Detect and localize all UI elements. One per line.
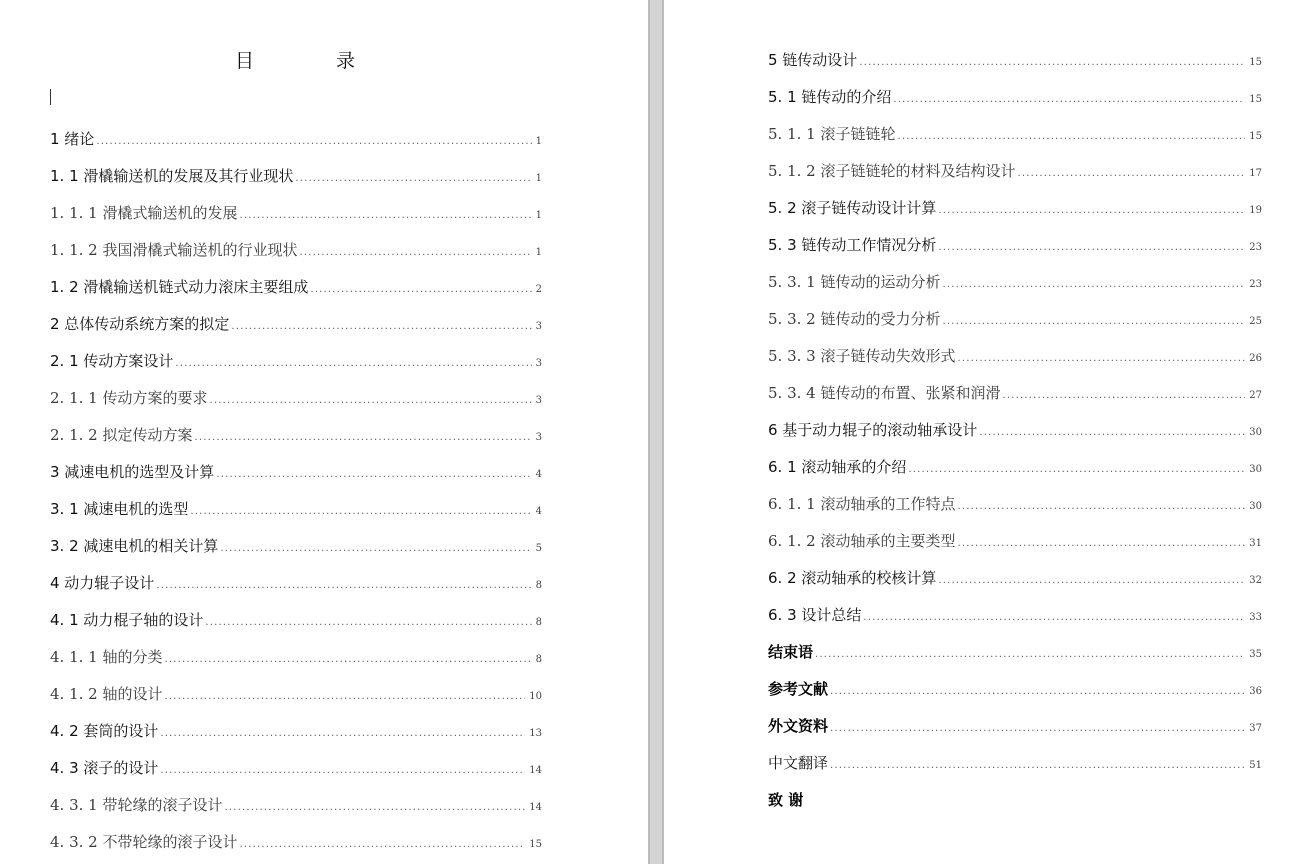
toc-entry-label: 6 基于动力辊子的滚动轴承设计	[768, 421, 978, 439]
dot-leader	[938, 192, 1245, 229]
toc-entry[interactable]	[50, 528, 542, 565]
toc-entry-page: 30	[1249, 427, 1262, 438]
dot-leader	[897, 118, 1245, 155]
toc-entry-label: 6. 1. 1 滚动轴承的工作特点	[768, 495, 956, 513]
toc-entry-label: 3. 1 减速电机的选型	[50, 500, 189, 518]
toc-entry-page: 19	[1249, 205, 1262, 216]
toc-entry-label: 5. 2 滚子链传动设计计算	[768, 199, 937, 217]
toc-entry-label: 4. 1. 2 轴的设计	[50, 685, 163, 703]
toc-list-left	[50, 121, 542, 861]
toc-entry-label: 中文翻译	[768, 754, 829, 772]
toc-entry[interactable]	[768, 153, 1262, 190]
dot-leader	[164, 678, 525, 715]
toc-entry[interactable]	[50, 750, 542, 787]
text-caret	[50, 89, 51, 105]
toc-entry-label: 5 链传动设计	[768, 51, 858, 69]
toc-entry-label: 4. 1 动力棍子轴的设计	[50, 611, 204, 629]
toc-entry-label: 1. 2 滑橇输送机链式动力滚床主要组成	[50, 278, 309, 296]
toc-entry[interactable]	[50, 306, 542, 343]
toc-entry[interactable]	[768, 782, 1262, 819]
toc-entry[interactable]	[50, 676, 542, 713]
toc-entry-page: 3	[535, 432, 542, 443]
toc-entry-page: 14	[529, 765, 542, 776]
dot-leader	[1002, 377, 1245, 414]
dot-leader	[310, 271, 531, 308]
dot-leader	[863, 599, 1245, 636]
toc-entry-page: 23	[1249, 279, 1262, 290]
toc-entry-label: 5. 3. 3 滚子链传动失效形式	[768, 347, 956, 365]
toc-page-left	[0, 0, 648, 864]
dot-leader	[830, 710, 1245, 747]
toc-entry[interactable]	[768, 449, 1262, 486]
dot-leader	[160, 715, 525, 752]
toc-entry[interactable]	[50, 269, 542, 306]
toc-entry[interactable]	[50, 195, 542, 232]
toc-entry-page: 8	[535, 654, 542, 665]
toc-entry[interactable]	[50, 787, 542, 824]
toc-entry-label: 1 绪论	[50, 130, 95, 148]
toc-entry-page: 27	[1249, 390, 1262, 401]
toc-entry-page: 10	[529, 691, 542, 702]
toc-entry-page: 5	[535, 543, 542, 554]
toc-entry-label: 外文资料	[768, 717, 829, 735]
toc-entry-label: 5. 1. 2 滚子链链轮的材料及结构设计	[768, 162, 1016, 180]
toc-entry-label: 4. 2 套筒的设计	[50, 722, 159, 740]
toc-entry-label: 4. 1. 1 轴的分类	[50, 648, 163, 666]
toc-entry[interactable]	[768, 486, 1262, 523]
toc-entry[interactable]	[768, 708, 1262, 745]
dot-leader	[957, 488, 1245, 525]
toc-entry-label: 5. 1 链传动的介绍	[768, 88, 892, 106]
page-edge-shadow	[648, 0, 650, 864]
dot-leader	[942, 303, 1245, 340]
toc-entry[interactable]	[50, 417, 542, 454]
toc-entry[interactable]	[768, 597, 1262, 634]
toc-entry-label: 1. 1 滑橇输送机的发展及其行业现状	[50, 167, 294, 185]
toc-entry-page: 4	[535, 469, 542, 480]
dot-leader	[224, 789, 525, 826]
toc-entry-label: 6. 3 设计总结	[768, 606, 862, 624]
toc-entry-label: 5. 3. 2 链传动的受力分析	[768, 310, 941, 328]
toc-title: 目 录	[234, 50, 394, 72]
toc-entry-label: 5. 3 链传动工作情况分析	[768, 236, 937, 254]
dot-leader	[938, 562, 1245, 599]
toc-entry-label: 1. 1. 1 滑橇式输送机的发展	[50, 204, 238, 222]
dot-leader	[190, 493, 531, 530]
dot-leader	[957, 525, 1245, 562]
dot-leader	[1017, 155, 1245, 192]
toc-entry-label: 4 动力辊子设计	[50, 574, 155, 592]
toc-entry-page: 15	[1249, 131, 1262, 142]
toc-entry[interactable]	[50, 602, 542, 639]
toc-entry-page: 13	[529, 728, 542, 739]
toc-entry[interactable]	[50, 713, 542, 750]
toc-entry-page: 8	[535, 617, 542, 628]
toc-entry-page: 51	[1249, 760, 1262, 771]
toc-entry-page: 25	[1249, 316, 1262, 327]
toc-entry-page: 31	[1249, 538, 1262, 549]
toc-entry[interactable]	[768, 227, 1262, 264]
toc-entry-page: 15	[1249, 57, 1262, 68]
dot-leader	[830, 673, 1245, 710]
toc-entry[interactable]	[50, 639, 542, 676]
dot-leader	[830, 747, 1245, 784]
dot-leader	[216, 456, 531, 493]
toc-entry[interactable]	[50, 232, 542, 269]
dot-leader	[164, 641, 531, 678]
dot-leader	[295, 160, 531, 197]
dot-leader	[979, 414, 1245, 451]
toc-entry[interactable]	[768, 338, 1262, 375]
dot-leader	[859, 44, 1245, 81]
toc-entry[interactable]	[768, 523, 1262, 560]
toc-entry-page: 30	[1249, 501, 1262, 512]
dot-leader	[209, 382, 531, 419]
toc-entry-page: 35	[1249, 649, 1262, 660]
dot-leader	[205, 604, 531, 641]
toc-entry-page: 23	[1249, 242, 1262, 253]
toc-entry-page: 15	[529, 839, 542, 850]
dot-leader	[239, 197, 531, 234]
toc-page-right	[664, 0, 1298, 864]
toc-entry-label: 2 总体传动系统方案的拟定	[50, 315, 230, 333]
toc-entry[interactable]	[768, 375, 1262, 412]
dot-leader	[815, 636, 1245, 673]
toc-entry-label: 3 减速电机的选型及计算	[50, 463, 215, 481]
toc-entry[interactable]	[50, 565, 542, 602]
toc-entry[interactable]	[768, 116, 1262, 153]
toc-entry-page: 1	[535, 210, 542, 221]
toc-entry[interactable]	[768, 560, 1262, 597]
toc-entry[interactable]	[768, 634, 1262, 671]
toc-entry[interactable]	[50, 824, 542, 861]
toc-entry-label: 6. 1 滚动轴承的介绍	[768, 458, 907, 476]
toc-entry-page: 26	[1249, 353, 1262, 364]
toc-entry-page: 15	[1249, 94, 1262, 105]
toc-entry-label: 5. 1. 1 滚子链链轮	[768, 125, 896, 143]
toc-entry[interactable]	[768, 264, 1262, 301]
dot-leader	[957, 340, 1245, 377]
toc-entry-label: 2. 1. 2 拟定传动方案	[50, 426, 193, 444]
toc-entry-page: 32	[1249, 575, 1262, 586]
toc-entry-label: 5. 3. 1 链传动的运动分析	[768, 273, 941, 291]
toc-entry[interactable]	[50, 121, 542, 158]
toc-entry-label: 4. 3. 1 带轮缘的滚子设计	[50, 796, 223, 814]
toc-list-right	[768, 42, 1262, 819]
toc-entry-label: 2. 1 传动方案设计	[50, 352, 174, 370]
toc-entry[interactable]	[768, 42, 1262, 79]
dot-leader	[239, 826, 525, 863]
dot-leader	[175, 345, 531, 382]
toc-entry-page: 2	[535, 284, 542, 295]
toc-entry-page: 3	[535, 358, 542, 369]
toc-entry-label: 4. 3. 2 不带轮缘的滚子设计	[50, 833, 238, 851]
toc-entry-label: 结束语	[768, 643, 814, 661]
toc-entry-label: 3. 2 减速电机的相关计算	[50, 537, 219, 555]
toc-entry-page: 17	[1249, 168, 1262, 179]
toc-entry[interactable]	[768, 745, 1262, 782]
toc-entry[interactable]	[50, 491, 542, 528]
toc-entry-page: 8	[535, 580, 542, 591]
dot-leader	[156, 567, 531, 604]
dot-leader	[942, 266, 1245, 303]
toc-entry-label: 1. 1. 2 我国滑橇式输送机的行业现状	[50, 241, 298, 259]
dot-leader	[160, 752, 525, 789]
toc-entry-page: 33	[1249, 612, 1262, 623]
toc-entry-label: 6. 1. 2 滚动轴承的主要类型	[768, 532, 956, 550]
toc-entry[interactable]	[50, 343, 542, 380]
toc-entry[interactable]	[768, 190, 1262, 227]
toc-entry[interactable]	[50, 158, 542, 195]
toc-entry-label: 5. 3. 4 链传动的布置、张紧和润滑	[768, 384, 1001, 402]
dot-leader	[194, 419, 531, 456]
toc-entry-page: 1	[535, 173, 542, 184]
toc-entry-label: 6. 2 滚动轴承的校核计算	[768, 569, 937, 587]
toc-entry-page: 36	[1249, 686, 1262, 697]
toc-entry-page: 37	[1249, 723, 1262, 734]
toc-entry[interactable]	[50, 380, 542, 417]
page-gutter	[648, 0, 664, 864]
toc-entry[interactable]	[768, 79, 1262, 116]
toc-entry-page: 3	[535, 321, 542, 332]
dot-leader	[938, 229, 1245, 266]
dot-leader	[96, 123, 531, 160]
toc-entry[interactable]	[768, 301, 1262, 338]
dot-leader	[220, 530, 531, 567]
toc-entry-label: 参考文献	[768, 680, 829, 698]
toc-entry-page: 1	[535, 136, 542, 147]
toc-entry-label: 4. 3 滚子的设计	[50, 759, 159, 777]
toc-entry-label: 致 谢	[768, 791, 804, 809]
toc-entry-label: 2. 1. 1 传动方案的要求	[50, 389, 208, 407]
dot-leader	[893, 81, 1245, 118]
toc-entry-page: 1	[535, 247, 542, 258]
toc-entry-page: 30	[1249, 464, 1262, 475]
toc-entry-page: 4	[535, 506, 542, 517]
toc-entry[interactable]	[768, 671, 1262, 708]
toc-entry[interactable]	[50, 454, 542, 491]
toc-entry-page: 3	[535, 395, 542, 406]
dot-leader	[299, 234, 531, 271]
toc-entry[interactable]	[768, 412, 1262, 449]
dot-leader	[908, 451, 1245, 488]
toc-entry-page: 14	[529, 802, 542, 813]
dot-leader	[231, 308, 531, 345]
